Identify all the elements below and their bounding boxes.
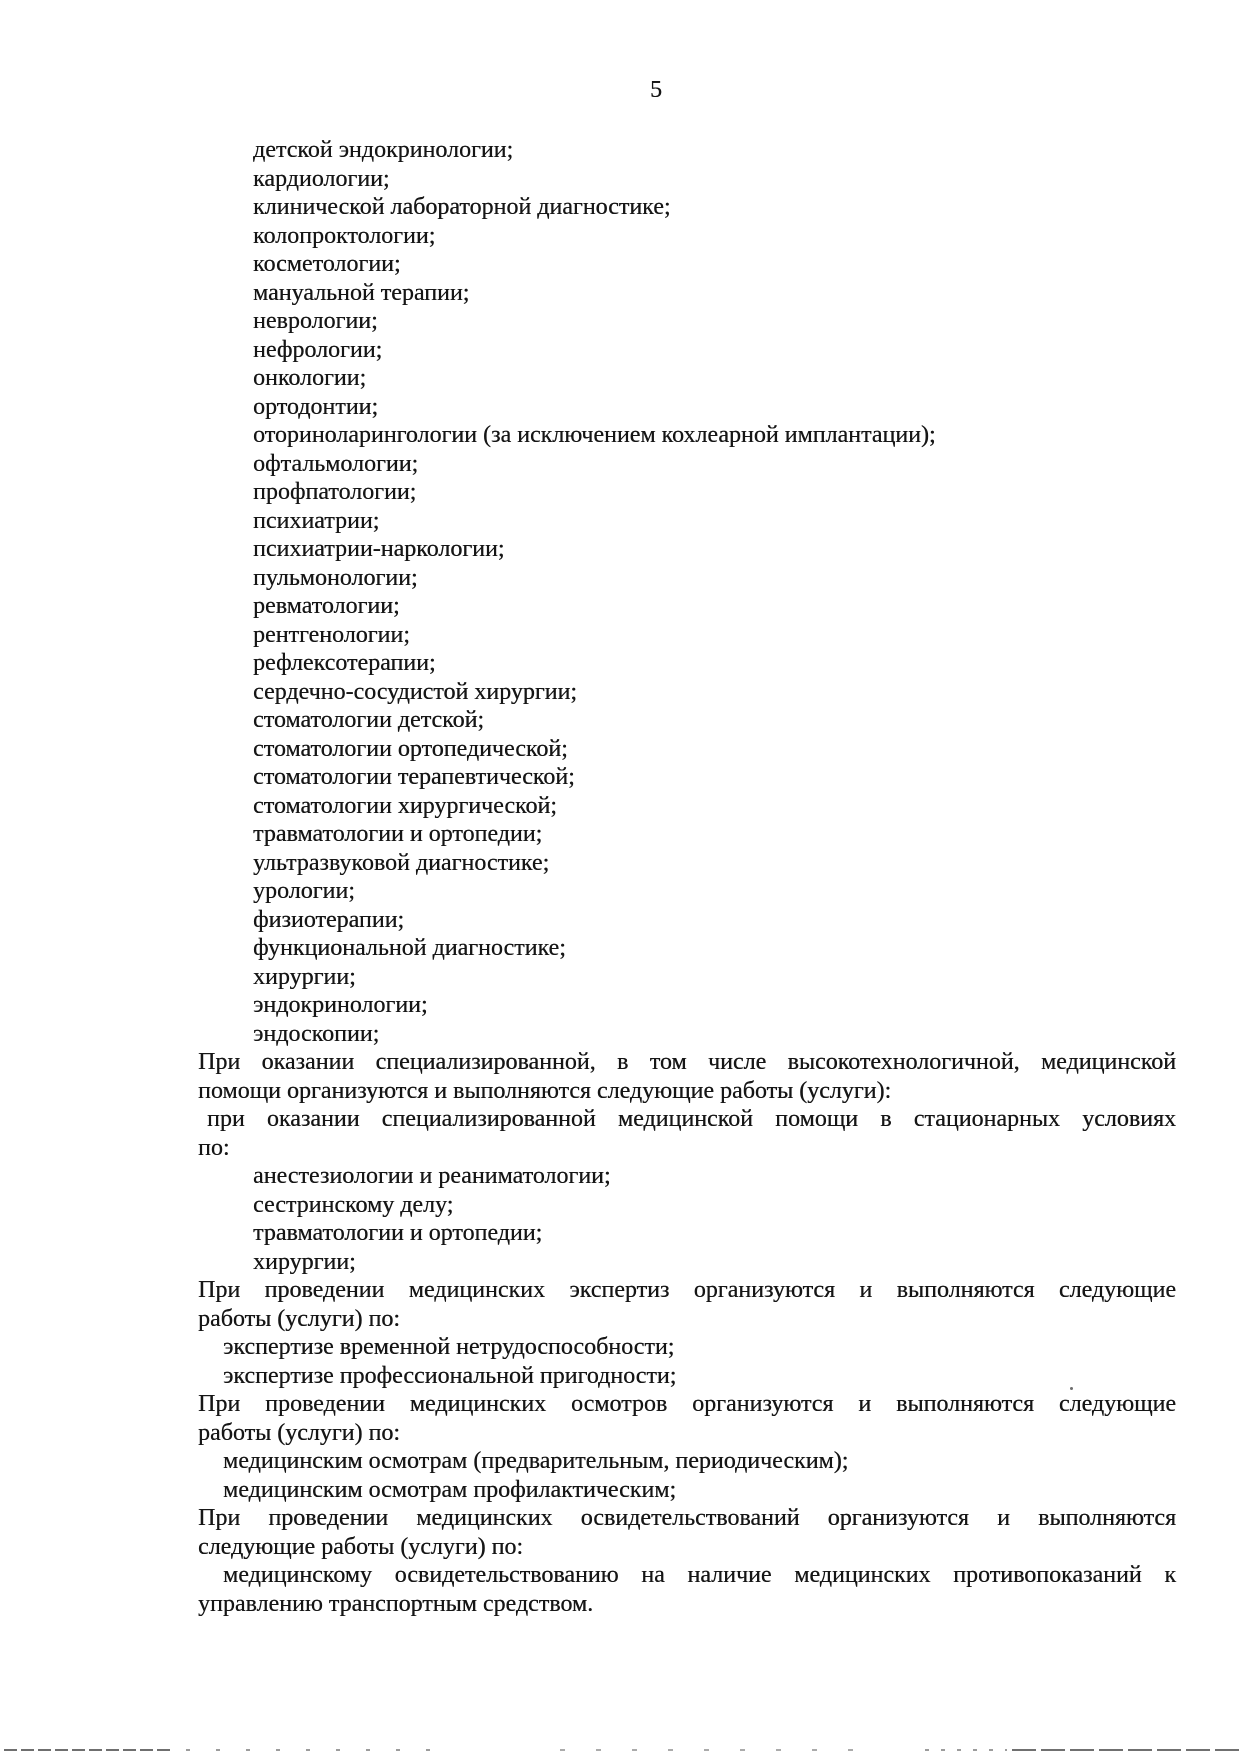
scan-line-segment <box>1012 1749 1240 1751</box>
scan-line-segment <box>560 1749 880 1751</box>
scan-line-segment <box>4 1749 172 1751</box>
paragraph-line: При проведении медицинских освидетельствований организуются и выполняются <box>198 1505 1176 1531</box>
specialty-list-outpatient <box>198 136 1176 1048</box>
specialty-item: ультразвуковой диагностике; <box>253 849 550 876</box>
paragraph-line: по: <box>198 1134 230 1161</box>
specialty-item: кардиологии; <box>253 165 390 192</box>
scan-dot-artifact <box>1070 1387 1073 1390</box>
specialty-item: пульмонологии; <box>253 564 418 591</box>
expertise-item: экспертизе временной нетрудоспособности; <box>223 1334 675 1360</box>
specialty-item: онкологии; <box>253 365 367 391</box>
specialty-item: стоматологии хирургической; <box>253 792 557 819</box>
document-content <box>198 136 1176 1618</box>
certification-item: медицинскому освидетельствованию на наличие медицинских противопоказаний к <box>223 1562 1176 1588</box>
specialty-item: детской эндокринологии; <box>253 137 514 163</box>
paragraph-medical-certification <box>198 1504 1176 1561</box>
specialty-item: стоматологии детской; <box>253 707 485 733</box>
specialty-item: оториноларингологии (за исключением кохлеарной имплантации); <box>253 422 936 448</box>
paragraph-line: работы (услуги) по: <box>198 1419 400 1446</box>
specialty-item: профпатологии; <box>253 479 417 505</box>
specialty-item: мануальной терапии; <box>253 279 470 306</box>
specialty-item: хирургии; <box>253 1248 356 1275</box>
examination-item: медицинским осмотрам (предварительным, периодическим); <box>223 1448 849 1474</box>
specialty-item: стоматологии ортопедической; <box>253 735 568 762</box>
expertise-list <box>198 1333 1176 1390</box>
specialty-item: клинической лабораторной диагностике; <box>253 194 671 220</box>
paragraph-line: При проведении медицинских экспертиз организуются и выполняются следующие <box>198 1277 1176 1303</box>
paragraph-medical-expertise <box>198 1276 1176 1333</box>
paragraph-line: следующие работы (услуги) по: <box>198 1533 524 1560</box>
specialty-item: ревматологии; <box>253 593 400 619</box>
scan-line-artifact <box>0 1749 1240 1752</box>
examination-list <box>198 1447 1176 1504</box>
specialty-item: рефлексотерапии; <box>253 650 436 676</box>
specialty-item: травматологии и ортопедии; <box>253 821 543 847</box>
specialty-item: травматологии и ортопедии; <box>253 1220 543 1246</box>
specialty-item: эндокринологии; <box>253 992 428 1018</box>
specialty-item: психиатрии-наркологии; <box>253 536 505 562</box>
specialty-item: ортодонтии; <box>253 393 379 420</box>
specialty-item: физиотерапии; <box>253 906 405 933</box>
specialty-item: стоматологии терапевтической; <box>253 764 575 790</box>
specialty-item: сестринскому делу; <box>253 1191 454 1218</box>
examination-item: медицинским осмотрам профилактическим; <box>223 1476 677 1503</box>
specialty-item: косметологии; <box>253 251 401 277</box>
specialty-item: офтальмологии; <box>253 450 419 477</box>
paragraph-specialized-care <box>198 1048 1176 1105</box>
specialty-item: функциональной диагностике; <box>253 935 566 961</box>
paragraph-inpatient-care <box>198 1105 1176 1162</box>
paragraph-line: При оказании специализированной, в том числе высокотехнологичной, медицинской <box>198 1049 1176 1075</box>
specialty-item: неврологии; <box>253 308 378 334</box>
scan-line-segment <box>186 1749 456 1751</box>
specialty-item: урологии; <box>253 878 355 904</box>
paragraph-line: При проведении медицинских осмотров организуются и выполняются следующие <box>198 1391 1176 1417</box>
specialty-item: хирургии; <box>253 963 356 990</box>
paragraph-line: работы (услуги) по: <box>198 1305 400 1332</box>
specialty-item: колопроктологии; <box>253 222 436 249</box>
specialty-item: сердечно-сосудистой хирургии; <box>253 678 577 705</box>
specialty-item: эндоскопии; <box>253 1020 380 1047</box>
specialty-item: рентгенологии; <box>253 621 410 648</box>
page-number: 5 <box>650 77 662 103</box>
certification-list <box>198 1561 1176 1618</box>
expertise-item: экспертизе профессиональной пригодности; <box>223 1362 677 1389</box>
scan-line-segment <box>925 1749 1007 1751</box>
paragraph-line: помощи организуются и выполняются следующие работы (услуги): <box>198 1077 892 1104</box>
specialty-item: психиатрии; <box>253 507 380 534</box>
certification-item: управлению транспортным средством. <box>198 1590 594 1617</box>
paragraph-medical-examinations <box>198 1390 1176 1447</box>
specialty-item: анестезиологии и реаниматологии; <box>253 1163 611 1189</box>
specialty-item: нефрологии; <box>253 336 383 363</box>
specialty-list-inpatient <box>198 1162 1176 1276</box>
paragraph-line: при оказании специализированной медицинской помощи в стационарных условиях <box>207 1106 1176 1132</box>
